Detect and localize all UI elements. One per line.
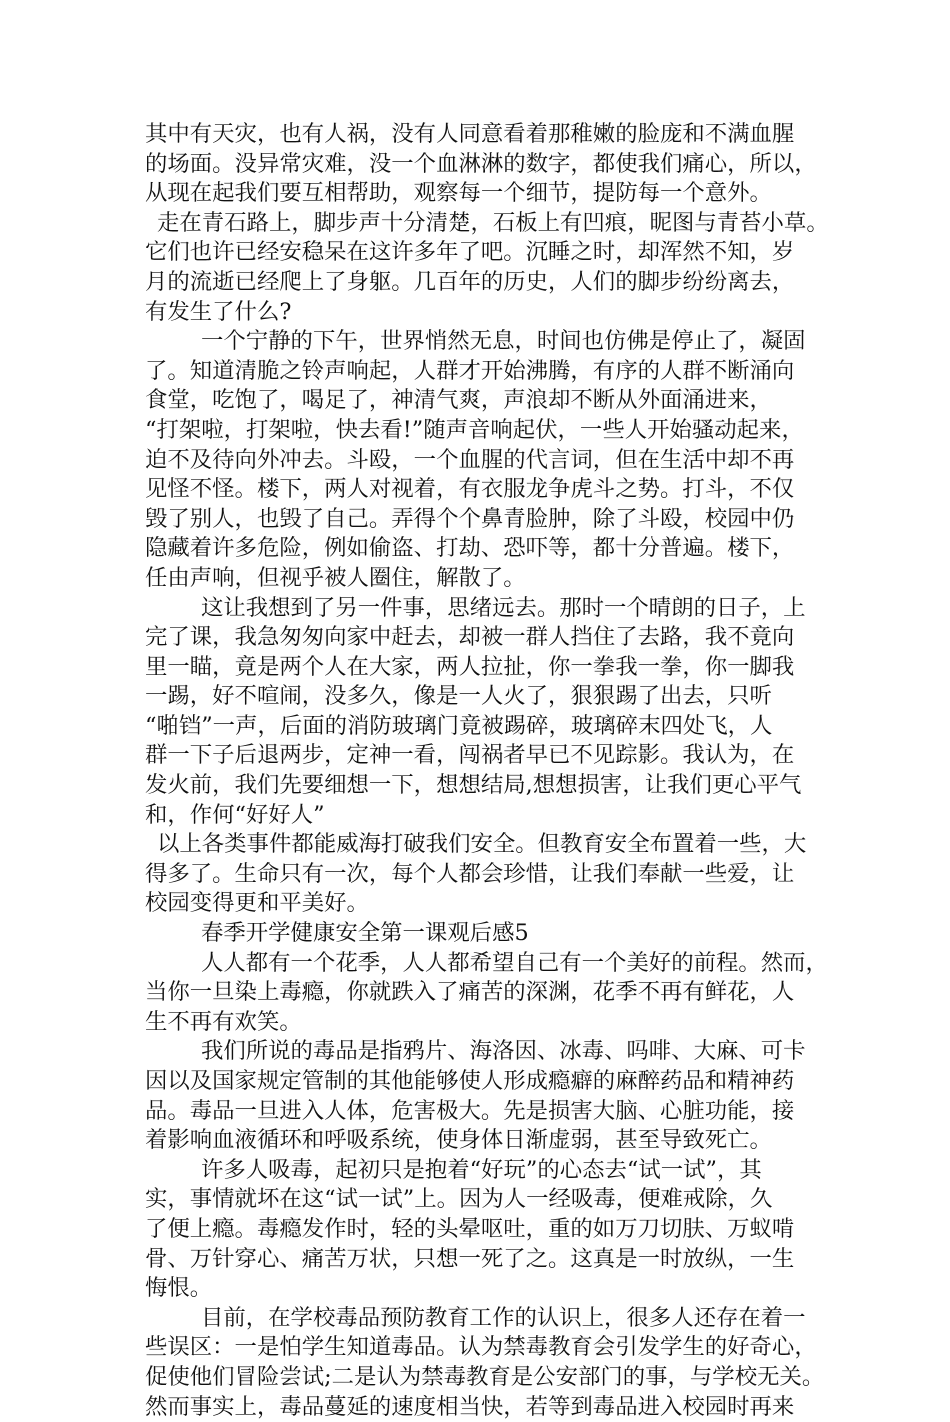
text-line: 见怪不怪。楼下，两人对视着，有衣服龙争虎斗之势。打斗，不仅 (145, 476, 795, 503)
text-line: 些误区：一是怕学生知道毒品。认为禁毒教育会引发学生的好奇心， (145, 1334, 817, 1361)
text-line: 发火前，我们先要细想一下，想想结局,想想损害，让我们更心平气 (145, 772, 802, 799)
text-line: 的场面。没异常灾难，没一个血淋淋的数字，都使我们痛心，所以， (145, 150, 817, 177)
text-line: 人人都有一个花季，人人都希望自己有一个美好的前程。然而， (201, 949, 828, 976)
document-body (145, 120, 829, 1422)
text-line: 毁了别人，也毁了自己。弄得个个鼻青脸肿，除了斗殴，校园中仍 (145, 505, 795, 532)
text-line: 月的流逝已经爬上了身躯。几百年的历史，人们的脚步纷纷离去， (145, 268, 795, 295)
text-line: 促使他们冒险尝试;二是认为禁毒教育是公安部门的事，与学校无关。 (145, 1363, 825, 1390)
text-line: 生不再有欢笑。 (145, 1008, 302, 1035)
text-line: 走在青石路上，脚步声十分清楚，石板上有凹痕，昵图与青苔小草。 (157, 209, 829, 236)
text-line: 我们所说的毒品是指鸦片、海洛因、冰毒、吗啡、大麻、可卡 (201, 1038, 806, 1065)
text-line: 得多了。生命只有一次，每个人都会珍惜，让我们奉献一些爱，让 (145, 860, 795, 887)
text-line: 从现在起我们要互相帮助，观察每一个细节，提防每一个意外。 (145, 180, 772, 207)
text-line: “打架啦，打架啦，快去看!”随声音响起伏，一些人开始骚动起来， (145, 416, 804, 443)
text-line: 隐藏着许多危险，例如偷盗、打劫、恐吓等，都十分普遍。楼下， (145, 535, 795, 562)
text-line: 一个宁静的下午，世界悄然无息，时间也仿佛是停止了，凝固 (201, 328, 806, 355)
text-line: 这让我想到了另一件事，思绪远去。那时一个晴朗的日子，上 (201, 594, 806, 621)
text-line: “啪铛”一声，后面的消防玻璃门竟被踢碎，玻璃碎末四处飞，人 (145, 712, 773, 739)
text-line: 迫不及待向外冲去。斗殴，一个血腥的代言词，但在生活中却不再 (145, 446, 795, 473)
text-line: 然而事实上，毒品蔓延的速度相当快，若等到毒品进入校园时再来 (145, 1393, 795, 1420)
text-line: 一踢，好不喧闹，没多久，像是一人火了，狠狠踢了出去，只听 (145, 683, 772, 710)
text-line: 实，事情就坏在这“试一试”上。因为人一经吸毒，便难戒除，久 (145, 1186, 773, 1213)
section-heading: 春季开学健康安全第一课观后感5 (201, 920, 529, 947)
text-line: 目前，在学校毒品预防教育工作的认识上，很多人还存在着一 (201, 1304, 806, 1331)
text-line: 了。知道清脆之铃声响起，人群才开始沸腾，有序的人群不断涌向 (145, 357, 795, 384)
text-line: 它们也许已经安稳呆在这许多年了吧。沉睡之时，却浑然不知，岁 (145, 239, 795, 266)
text-line: 品。毒品一旦进入人体，危害极大。先是损害大脑、心脏功能，接 (145, 1097, 795, 1124)
text-line: 了便上瘾。毒瘾发作时，轻的头晕呕吐，重的如万刀切肤、万蚁啃 (145, 1215, 795, 1242)
text-line: 有发生了什么? (145, 298, 292, 325)
text-line: 骨、万针穿心、痛苦万状，只想一死了之。这真是一时放纵，一生 (145, 1245, 795, 1272)
text-line: 悔恨。 (145, 1275, 213, 1302)
text-line: 其中有天灾，也有人祸，没有人同意看着那稚嫩的脸庞和不满血腥 (145, 121, 795, 147)
text-line: 以上各类事件都能威海打破我们安全。但教育安全布置着一些，大 (157, 831, 807, 858)
text-line: 当你一旦染上毒瘾，你就跌入了痛苦的深渊，花季不再有鲜花，人 (145, 979, 795, 1006)
text-line: 着影响血液循环和呼吸系统，使身体日渐虚弱，甚至导致死亡。 (145, 1127, 772, 1154)
text-line: 食堂，吃饱了，喝足了，神清气爽，声浪却不断从外面涌进来， (145, 387, 772, 414)
text-line: 群一下子后退两步，定神一看，闯祸者早已不见踪影。我认为，在 (145, 742, 795, 769)
text-line: 完了课，我急匆匆向家中赶去，却被一群人挡住了去路，我不竟向 (145, 624, 795, 651)
text-line: 校园变得更和平美好。 (145, 890, 369, 917)
text-line: 和，作何“好好人” (145, 801, 325, 828)
text-line: 任由声响，但视乎被人圈住，解散了。 (145, 564, 526, 591)
text-line: 许多人吸毒，起初只是抱着“好玩”的心态去“试一试”，其 (201, 1156, 762, 1183)
text-line: 因以及国家规定管制的其他能够使人形成瘾癖的麻醉药品和精神药 (145, 1068, 795, 1094)
text-line: 里一瞄，竟是两个人在大家，两人拉扯，你一拳我一拳，你一脚我 (145, 653, 795, 680)
